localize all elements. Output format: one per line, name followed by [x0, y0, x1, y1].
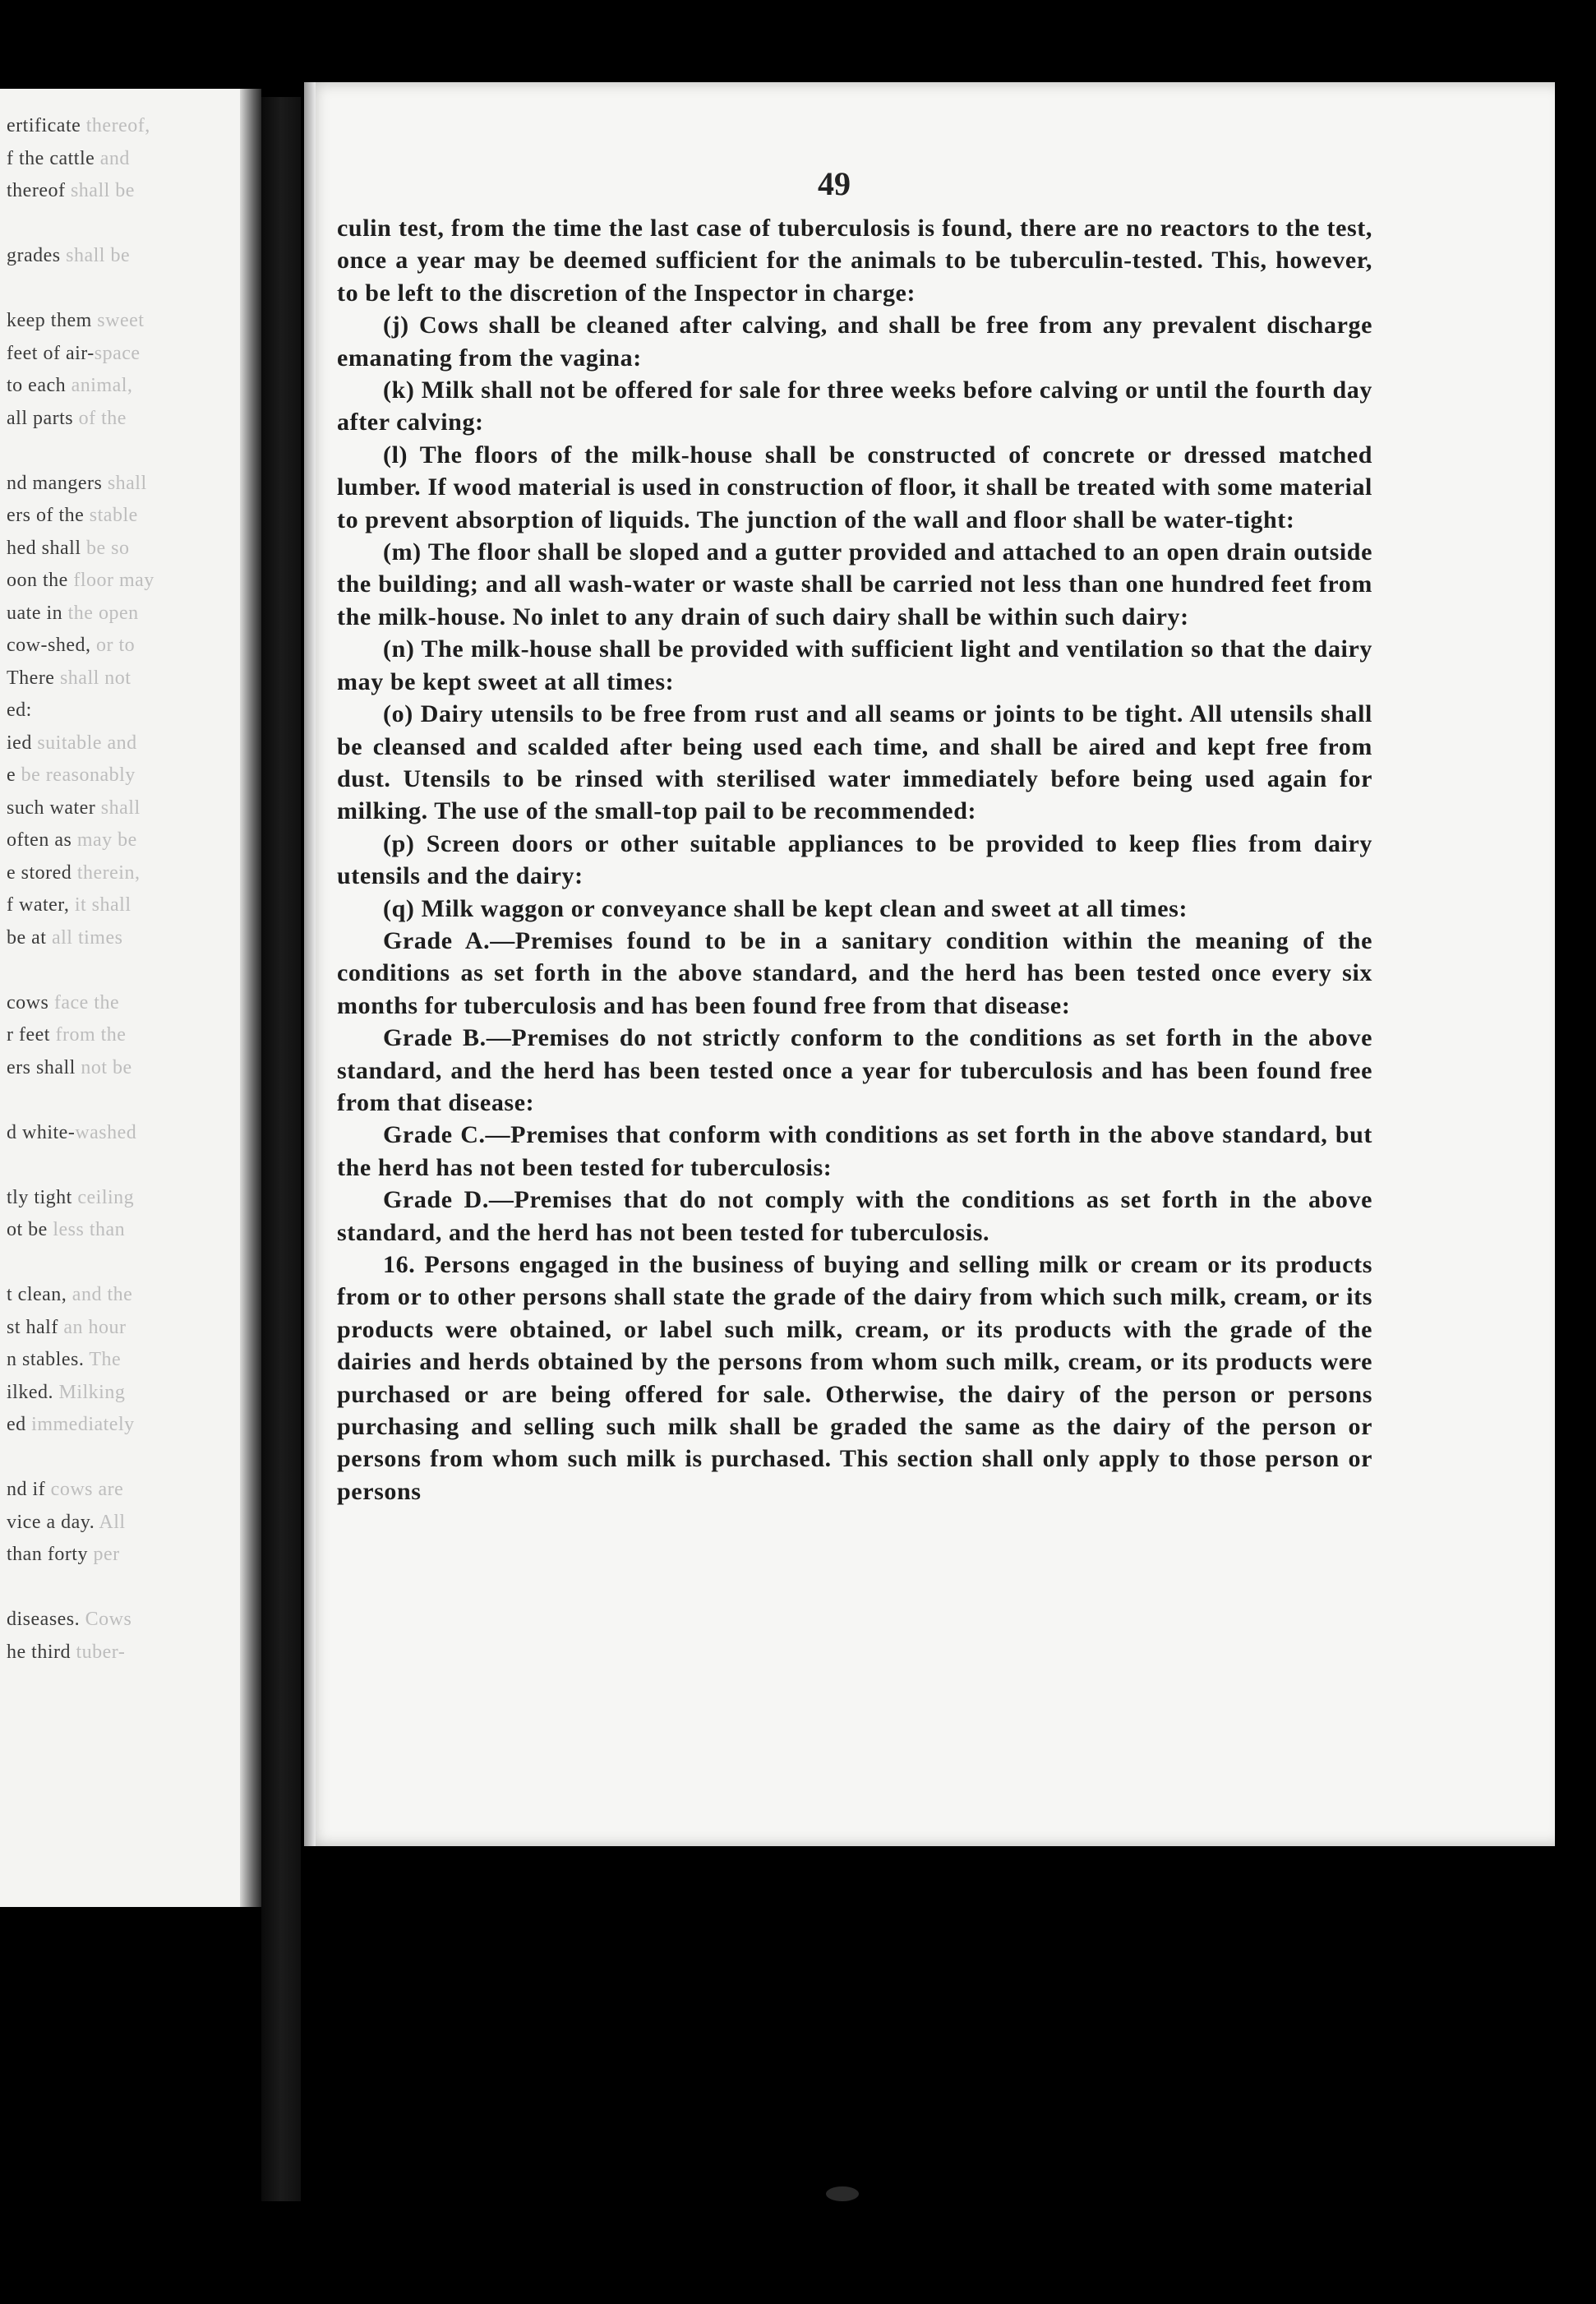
facing-page-text: d white- — [7, 1121, 76, 1143]
facing-page-line — [7, 148, 245, 170]
facing-page-line — [7, 1382, 245, 1404]
facing-page-text: to each — [7, 375, 67, 396]
facing-page-faded-text: all times — [46, 926, 123, 949]
facing-page-faded-text: cows are — [45, 1479, 124, 1500]
facing-page-text: ertificate — [7, 115, 81, 136]
facing-page-text: oon the — [7, 570, 68, 591]
facing-page-text: t clean, — [7, 1284, 67, 1305]
facing-page-line — [7, 115, 245, 137]
paragraph: (n) The milk-house shall be provided with sufficient light and ventilation so that the dairy may be kept sweet at all times: — [337, 635, 1372, 695]
facing-page-faded-text: not be — [75, 1056, 132, 1078]
paragraph: Grade D.—Premises that do not comply with the conditions as set forth in the above standard, and the herd has not been tested for tuberculosis. — [337, 1186, 1372, 1246]
facing-page-text: There — [7, 667, 55, 689]
facing-page-text: all parts — [7, 407, 74, 429]
facing-page-text: thereof — [7, 180, 66, 201]
paragraph: Grade C.—Premises that conform with conditions as set forth in the above standard, but the herd has not been tested for tuberculosis: — [337, 1121, 1372, 1181]
facing-page-faded-text: The — [84, 1349, 122, 1370]
facing-page-line — [7, 992, 245, 1014]
facing-page-line — [7, 927, 245, 949]
facing-page-line — [7, 473, 245, 495]
facing-page-text: ers of the — [7, 505, 85, 526]
facing-page-line — [7, 797, 245, 820]
facing-page-text: ilked. — [7, 1381, 53, 1403]
page-number: 49 — [818, 165, 851, 202]
facing-page-faded-text: animal, — [66, 375, 133, 396]
facing-page-line — [7, 1284, 245, 1306]
facing-page-line — [7, 505, 245, 527]
facing-page-faded-text: space — [94, 342, 141, 364]
facing-page-text: e — [7, 764, 16, 786]
facing-page-faded-text: thereof, — [81, 115, 150, 136]
facing-page-text: ed — [7, 1414, 26, 1435]
paragraph: (k) Milk shall not be offered for sale for three weeks before calving or until the fourth day after calving: — [337, 376, 1372, 436]
facing-page-faded-text: immediately — [25, 1414, 135, 1435]
facing-page-line — [7, 1187, 245, 1209]
facing-page-faded-text: an hour — [58, 1316, 127, 1338]
page-gutter-shadow — [240, 89, 261, 1907]
facing-page-line — [7, 538, 245, 560]
facing-page-faded-text: shall — [95, 796, 141, 819]
facing-page-line — [7, 1219, 245, 1241]
main-page — [304, 82, 1555, 1846]
facing-page-line — [7, 1479, 245, 1501]
facing-page-text: nd mangers — [7, 472, 103, 494]
facing-page-line — [7, 764, 245, 787]
facing-page-faded-text: it shall — [69, 894, 131, 916]
facing-page-text: ied — [7, 732, 32, 754]
facing-page-text: vice a day. — [7, 1511, 95, 1533]
facing-page-line — [7, 408, 245, 430]
facing-page-line — [7, 829, 245, 852]
facing-page-line — [7, 245, 245, 267]
facing-page-faded-text: be reasonably — [16, 764, 136, 786]
page-edge-shadow — [304, 82, 316, 1846]
facing-page-line — [7, 1512, 245, 1534]
facing-page-text: e stored — [7, 861, 72, 884]
facing-page-line — [7, 700, 245, 722]
facing-page-faded-text: Milking — [53, 1381, 126, 1403]
facing-page-text: diseases. — [7, 1609, 81, 1630]
facing-page-faded-text: Cows — [80, 1609, 132, 1630]
facing-page-text: hed shall — [7, 537, 81, 559]
facing-page-line — [7, 732, 245, 755]
facing-page-text: tly tight — [7, 1186, 72, 1208]
facing-page-line — [7, 1122, 245, 1144]
paragraph: 16. Persons engaged in the business of buying and selling milk or cream or its products from or to other persons shall state the grade of the dairy from which such milk, cream, or its products were obtained, or label such milk, cream, or its products with the grade of the dairies and herds obtained by the persons from whom such milk, cream, or its products were purchased or are being offered for sale. Otherwise, the dairy of the person or persons purchasing and selling such milk shall be graded the same as the dairy of the person or persons from whom such milk is purchased. This section shall only apply to those person or persons — [337, 1251, 1372, 1505]
facing-page-faded-text: tuber- — [70, 1641, 126, 1663]
facing-page-text: nd if — [7, 1479, 46, 1500]
facing-page-text: such water — [7, 796, 96, 819]
facing-page-line — [7, 1544, 245, 1566]
facing-page-text: grades — [7, 245, 61, 266]
facing-page-text: he third — [7, 1641, 71, 1663]
facing-page-line — [7, 1641, 245, 1664]
facing-page-line — [7, 180, 245, 202]
facing-page-text: uate in — [7, 602, 63, 624]
facing-page-faded-text: shall be — [65, 180, 135, 201]
facing-page-line — [7, 667, 245, 690]
facing-page-faded-text: and — [95, 147, 130, 169]
facing-page-line — [7, 603, 245, 625]
facing-page-line — [7, 1057, 245, 1079]
facing-page-line — [7, 1414, 245, 1436]
paragraph: Grade A.—Premises found to be in a sanitary condition within the meaning of the conditions as set forth in the above standard, and the herd has been tested once every six months for tuberculosis and has been found free from that disease: — [337, 926, 1372, 1019]
facing-page-text: feet of air- — [7, 342, 95, 364]
facing-page-text: f the cattle — [7, 147, 95, 169]
paragraph: (p) Screen doors or other suitable appliances to be provided to keep flies from dairy utensils and the dairy: — [337, 829, 1372, 890]
facing-page-faded-text: sweet — [91, 310, 145, 331]
scan-background — [460, 1866, 1596, 2304]
facing-page-faded-text: less than — [47, 1219, 126, 1240]
scan-dust-mark — [826, 2186, 859, 2201]
facing-page-faded-text: stable — [84, 505, 138, 526]
facing-page-faded-text: the open — [62, 602, 139, 624]
facing-page-line — [7, 1024, 245, 1046]
facing-page-line — [7, 635, 245, 657]
facing-page-text: keep them — [7, 310, 92, 331]
facing-page-text: r feet — [7, 1024, 50, 1046]
paragraph: (m) The floor shall be sloped and a gutter provided and attached to an open drain outside the building; and all wash-water or waste shall be carried not less than one hundred feet from the milk-house. No inlet to any drain of such dairy shall be within such dairy: — [337, 538, 1372, 630]
body-text — [337, 212, 1372, 1508]
facing-page-text: often as — [7, 829, 72, 851]
facing-page-faded-text: or to — [90, 635, 136, 656]
facing-page-line — [7, 375, 245, 397]
facing-page-faded-text: floor may — [67, 570, 155, 591]
paragraph: Grade B.—Premises do not strictly conform to the conditions as set forth in the above standard, and the herd has been tested once a year for tuberculosis and has been found free from that disease: — [337, 1024, 1372, 1116]
facing-page-text: ers shall — [7, 1056, 76, 1078]
facing-page-text: ed: — [7, 700, 32, 721]
paragraph: culin test, from the time the last case of tuberculosis is found, there are no reactors to the test, once a year may be deemed sufficient for the animals to be tuberculin-tested. This, however, to be left to the discretion of the Inspector in charge: — [337, 215, 1372, 307]
facing-page-text: cow-shed, — [7, 635, 91, 656]
facing-page-text: cows — [7, 991, 49, 1013]
facing-page-line — [7, 343, 245, 365]
facing-page-text: st half — [7, 1316, 58, 1338]
facing-page-line — [7, 570, 245, 592]
facing-page-faded-text: shall be — [60, 245, 131, 266]
book-spine — [261, 97, 301, 2201]
paragraph: (l) The floors of the milk-house shall be constructed of concrete or dressed matched lumber. If wood material is used in construction of floor, it shall be treated with some material to prevent absorption of liquids. The junction of the wall and floor shall be water-tight: — [337, 441, 1372, 533]
facing-page-text: be at — [7, 926, 47, 949]
facing-page-faded-text: All — [95, 1511, 126, 1533]
facing-page-line — [7, 1609, 245, 1631]
facing-page-faded-text: be so — [81, 537, 130, 559]
facing-page-faded-text: may be — [71, 829, 137, 851]
facing-page-faded-text: face the — [48, 991, 120, 1013]
facing-page-faded-text: from the — [49, 1024, 127, 1046]
facing-page-text: f water, — [7, 894, 70, 916]
paragraph: (q) Milk waggon or conveyance shall be kept clean and sweet at all times: — [383, 894, 1188, 922]
facing-page-faded-text: therein, — [71, 861, 141, 884]
facing-page-faded-text: per — [87, 1544, 120, 1565]
paragraph: (j) Cows shall be cleaned after calving, and shall be free from any prevalent discharge emanating from the vagina: — [337, 312, 1372, 372]
facing-page-faded-text: and the — [67, 1284, 133, 1305]
facing-page-line — [7, 1349, 245, 1371]
facing-page-line — [7, 1317, 245, 1339]
facing-page-line — [7, 862, 245, 884]
facing-page-text: ot be — [7, 1219, 48, 1240]
facing-page-faded-text: suitable and — [31, 732, 137, 754]
facing-page-line — [7, 310, 245, 332]
facing-page-faded-text: ceiling — [71, 1186, 135, 1208]
facing-page-faded-text: shall not — [54, 667, 131, 689]
facing-page-line — [7, 894, 245, 917]
facing-page-text: than forty — [7, 1544, 88, 1565]
facing-page-faded-text: shall — [102, 472, 147, 494]
paragraph: (o) Dairy utensils to be free from rust and all seams or joints to be tight. All utensils shall be cleansed and scalded after being used each time, and shall be aired and kept free from dust. Utensils to be rinsed with sterilised water immediately before being used again for milking. The use of the small-top pail to be recommended: — [337, 700, 1372, 825]
facing-page-text: n stables. — [7, 1349, 85, 1370]
facing-page-faded-text: washed — [75, 1121, 137, 1143]
facing-page-faded-text: of the — [73, 407, 127, 429]
facing-page-fragment — [0, 89, 261, 1907]
